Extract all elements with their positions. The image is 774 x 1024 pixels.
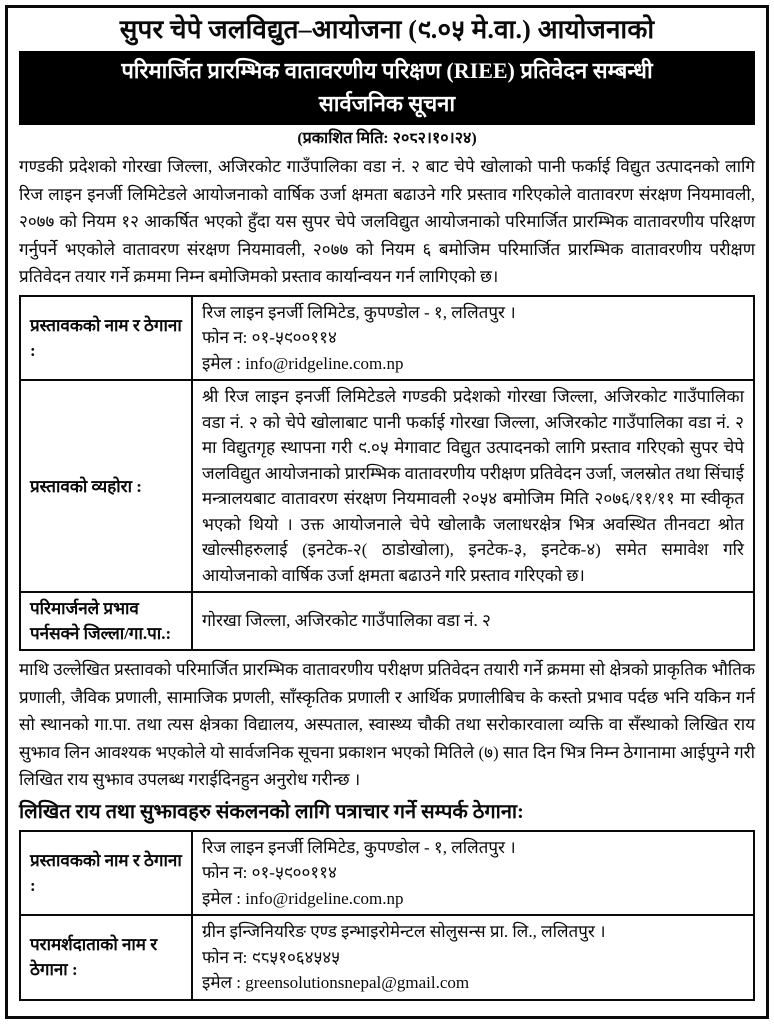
published-date: (प्रकाशित मिति: २०८२।१०।२४) bbox=[297, 130, 477, 147]
page-title: सुपर चेपे जलविद्युत–आयोजना (९.०५ मे.वा.) आयोजनाको bbox=[119, 15, 655, 44]
affected-area-value: गोरखा जिल्ला, अजिरकोट गाउँपालिका वडा नं. २ bbox=[192, 592, 754, 650]
proposal-detail-row bbox=[20, 380, 754, 592]
proponent-row bbox=[20, 296, 754, 381]
contact-proponent-row bbox=[20, 831, 754, 916]
intro-paragraph: गण्डकी प्रदेशको गोरखा जिल्ला, अजिरकोट गाउँपालिका वडा नं. २ बाट चेपे खोलाको पानी फर्काई विद्युत उत्पादनको लागि रिज लाइन इनर्जी लिमिटेडले आयोजनाको वार्षिक उर्जा क्षमता बढाउने गरि प्रस्ताव गरिएकोले वातावरण संरक्षण नियमावली, २०७७ को नियम १२ आकर्षित भएको हुँदा यस सुपर चेपे जलविद्युत आयोजनाको परिमार्जित प्रारम्भिक वातावरणीय परिक्षण गर्नुपर्ने भएकोले वातावरण संरक्षण नियमावली, २०७७ को नियम ६ बमोजिम परिमार्जित प्रारम्भिक वातावरणीय परीक्षण प्रतिवेदन तयार गर्ने क्रममा निम्न बमोजिमको प्रस्ताव कार्यान्वयन गर्न लागिएको छ। bbox=[19, 157, 755, 286]
contact-table bbox=[19, 830, 755, 1001]
request-paragraph: माथि उल्लेखित प्रस्तावको परिमार्जित प्रारम्भिक वातावरणीय परीक्षण प्रतिवेदन तयारी गर्ने क्रममा सो क्षेत्रको प्राकृतिक भौतिक प्रणाली, जैविक प्रणाली, सामाजिक प्रणली, साँस्कृतिक प्रणाली र आर्थिक प्रणालीबिच के कस्तो प्रभाव पर्दछ भनि यकिन गर्न सो स्थानको गा.पा. तथा त्यस क्षेत्रका विद्यालय, अस्पताल, स्वास्थ्य चौकी तथा सरोकारवाला व्यक्ति वा सँस्थाको लिखित राय सुझाव लिन आवश्यक भएकोले यो सार्वजनिक सूचना प्रकाशन भएको मितिले (७) सात दिन भित्र निम्न ठेगानामा आईपुग्ने गरी लिखित राय सुझाव उपलब्ध गराईदिनहुन अनुरोध गरीन्छ । bbox=[19, 660, 755, 789]
proposal-table bbox=[19, 295, 755, 652]
proposal-detail-label: प्रस्तावको व्यहोरा : bbox=[20, 380, 192, 592]
affected-area-label: परिमार्जनले प्रभाव पर्नसक्ने जिल्ला/गा.पा.: bbox=[20, 592, 192, 650]
contact-consultant-label: परामर्शदाताको नाम र ठेगाना : bbox=[20, 915, 192, 1000]
proponent-row-label: प्रस्तावकको नाम र ठेगाना : bbox=[20, 296, 192, 381]
contact-heading: लिखित राय तथा सुझावहरु संकलनको लागि पत्राचार गर्ने सम्पर्क ठेगाना: bbox=[19, 800, 524, 823]
notice-banner bbox=[19, 51, 755, 125]
banner-line-1: परिमार्जित प्रारम्भिक वातावरणीय परिक्षण (RIEE) प्रतिवेदन सम्बन्धी bbox=[121, 58, 653, 83]
contact-proponent-label: प्रस्तावकको नाम र ठेगाना : bbox=[20, 831, 192, 916]
contact-consultant-org-line: ग्रीन इन्जिनियरिङ एण्ड इन्भाइरोमेन्टल सोलुसन्स प्रा. लि., ललितपुर । bbox=[202, 922, 606, 941]
contact-consultant-phone-line: फोन न: ९८५१०६४५४५ bbox=[202, 947, 341, 967]
affected-area-row bbox=[20, 592, 754, 650]
contact-consultant-email-line: इमेल : greensolutionsnepal@gmail.com bbox=[202, 973, 470, 992]
contact-proponent-value bbox=[192, 831, 754, 916]
proponent-org-line: रिज लाइन इनर्जी लिमिटेड, कुपण्डोल - १, ललितपुर । bbox=[202, 302, 516, 322]
proposal-detail-value: श्री रिज लाइन इनर्जी लिमिटेडले गण्डकी प्रदेशको गोरखा जिल्ला, अजिरकोट गाउँपालिका वडा नं. २ को चेपे खोलाबाट पानी फर्काई गोरखा जिल्ला, अजिरकोट गाउँपालिका वडा नं. २ मा विद्युतगृह स्थापना गरी ९.०५ मेगावाट विद्युत उत्पादनको लागि प्रस्ताव गरिएको सुपर चेपे जलविद्युत आयोजनाको प्रारम्भिक वातावरणीय परीक्षण प्रतिवेदन उर्जा, जलस्रोत तथा सिंचाई मन्त्रालयबाट वातावरण संरक्षण नियमावली २०५४ बमोजिम मिति २०७६/११/११ मा स्वीकृत भएको थियो । उक्त आयोजनाले चेपे खोलाकै जलाधरक्षेत्र भित्र अवस्थित तीनवटा श्रोत खोल्सीहरुलाई (इनटेक-२( ठाडोखोला), इनटेक-३, इनटेक-४) समेत समावेश गरि आयोजनाको वार्षिक उर्जा क्षमता बढाउने गरि प्रस्ताव गरिएको छ। bbox=[192, 380, 754, 592]
contact-consultant-row bbox=[20, 915, 754, 1000]
contact-proponent-org-line: रिज लाइन इनर्जी लिमिटेड, कुपण्डोल - १, ललितपुर । bbox=[202, 837, 516, 857]
contact-proponent-phone-line: फोन न: ०१-५९००११४ bbox=[202, 863, 337, 882]
contact-consultant-value bbox=[192, 915, 754, 1000]
contact-proponent-email-line: इमेल : info@ridgeline.com.np bbox=[202, 888, 404, 908]
proponent-row-value bbox=[192, 296, 754, 381]
notice-sheet bbox=[5, 5, 769, 1019]
proponent-phone-line: फोन न: ०१-५९००११४ bbox=[202, 328, 337, 347]
proponent-email-line: इमेल : info@ridgeline.com.np bbox=[202, 353, 404, 373]
banner-line-2: सार्वजनिक सूचना bbox=[318, 91, 456, 116]
